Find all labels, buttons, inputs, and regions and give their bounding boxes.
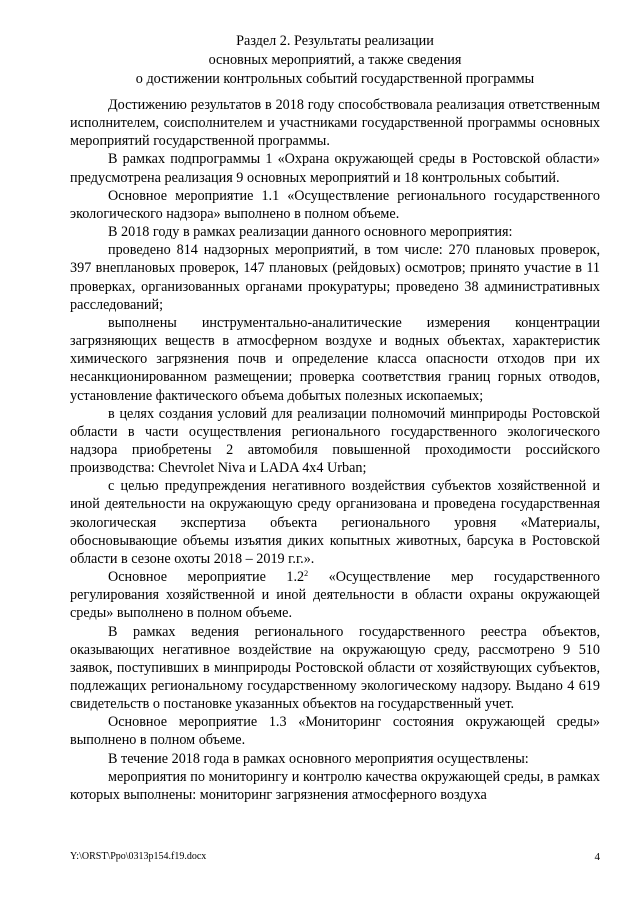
paragraph: выполнены инструментально-аналитические измерения концентрации загрязняющих веществ в атмосферном воздухе и водных объектах, характеристик химического загрязнения почв и определение класса опасности отходов при их несанкционированном размещении; проверка соответствия границ горных отводов, установление фактического объема добытых полезных ископаемых;: [70, 314, 600, 404]
paragraph-with-footnote: [70, 568, 600, 622]
paragraph: В рамках ведения регионального государственного реестра объектов, оказывающих негативное воздействие на окружающую среду, рассмотрено 9 510 заявок, поступивших в минприроды Ростовской области от хозяйствующих субъектов, подлежащих региональному государственному экологическому надзору. Выдано 4 619 свидетельств о постановке указанных объектов на государственный учет.: [70, 623, 600, 713]
heading-line-1: Раздел 2. Результаты реализации: [236, 33, 434, 49]
paragraph: с целью предупреждения негативного воздействия субъектов хозяйственной и иной деятельности на окружающую среду организована и проведена государственная экологическая экспертиза объекта регионального уровня «Материалы, обосновывающие объемы изъятия диких копытных животных, барсука в Ростовской области в сезоне охоты 2018 – 2019 г.г.».: [70, 478, 600, 567]
footer-file-path: Y:\ORST\Ppo\0313p154.f19.docx: [70, 851, 207, 862]
document-body: [70, 96, 600, 804]
paragraph: в целях создания условий для реализации полномочий минприроды Ростовской области в части осуществления регионального государственного экологического надзора приобретены 2 автомобиля повышенной проходимости российского производства: Chevrolet Niva и LADA 4x4 Urban;: [70, 405, 600, 477]
section-heading: [70, 32, 600, 89]
footnote-marker: 2: [304, 569, 309, 579]
heading-line-3: о достижении контрольных событий государственной программы: [135, 71, 535, 87]
paragraph-text: «Осуществление мер государственного регулирования хозяйственной и иной деятельности в области охраны окружающей среды» выполнено в полном объеме.: [70, 569, 601, 622]
paragraph: Основное мероприятие 1.3 «Мониторинг состояния окружающей среды» выполнено в полном объеме.: [70, 714, 600, 749]
paragraph-text: Основное мероприятие 1.2: [108, 569, 305, 586]
paragraph: В 2018 году в рамках реализации данного основного мероприятия:: [108, 224, 513, 241]
paragraph: В течение 2018 года в рамках основного мероприятия осуществлены:: [108, 750, 529, 767]
paragraph: мероприятия по мониторингу и контролю качества окружающей среды, в рамках которых выполнены: мониторинг загрязнения атмосферного воздуха: [70, 768, 600, 803]
paragraph: В рамках подпрограммы 1 «Охрана окружающей среды в Ростовской области» предусмотрена реализация 9 основных мероприятий и 18 контрольных событий.: [70, 151, 600, 186]
paragraph: проведено 814 надзорных мероприятий, в том числе: 270 плановых проверок, 397 внеплановых проверок, 147 плановых (рейдовых) осмотров; принято участие в 11 проверках, организованных органами прокуратуры; проведено 38 административных расследований;: [70, 242, 600, 313]
page-number: 4: [594, 851, 600, 863]
paragraph: Достижению результатов в 2018 году способствовала реализация ответственным исполнителем, соисполнителем и участниками государственной программы основных мероприятий государственной программы.: [70, 97, 600, 150]
heading-line-2: основных мероприятий, а также сведения: [208, 52, 462, 68]
paragraph: Основное мероприятие 1.1 «Осуществление регионального государственного экологического надзора» выполнено в полном объеме.: [70, 187, 600, 222]
